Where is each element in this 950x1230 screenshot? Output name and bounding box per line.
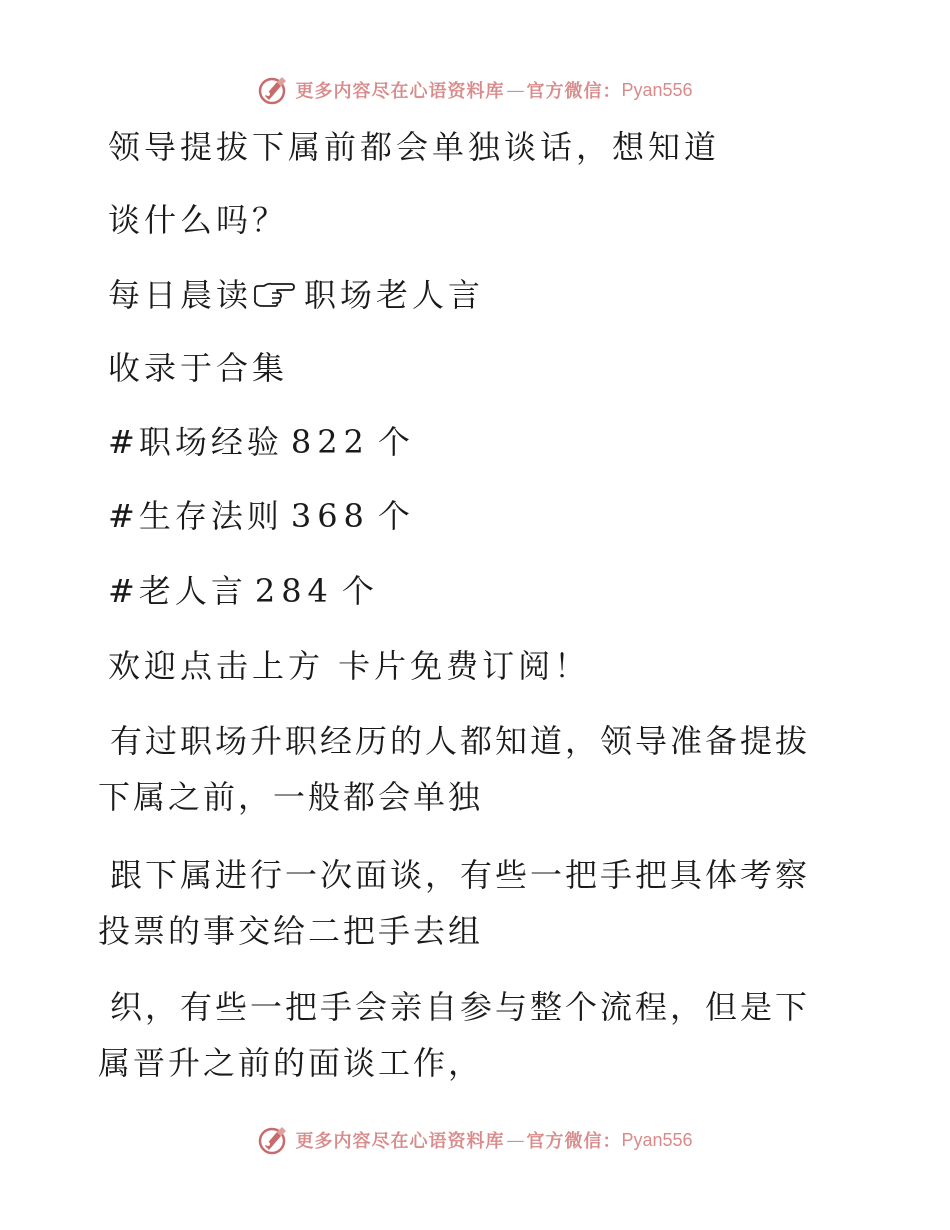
watermark-channel: 官方微信： [526,1131,622,1152]
paragraph: 跟下属进行一次面谈，有些一把手把具体考察投票的事交给二把手去组 [98,856,811,950]
column-line [108,275,484,315]
tag-name: #生存法则 [108,497,283,535]
pointing-hand-icon [252,280,296,308]
watermark-footer [0,1120,950,1160]
watermark-channel: 官方微信： [526,81,622,102]
tag-name: #老人言 [108,572,247,610]
title-line-2: 谈什么吗？ [108,201,289,239]
tag-name: #职场经验 [108,423,283,461]
tag-unit: 个 [377,497,414,535]
tag-row[interactable] [108,496,414,536]
paragraph: 有过职场升职经历的人都知道，领导准备提拔下属之前，一般都会单独 [98,722,811,816]
column-prefix: 每日晨读 [108,276,253,314]
title-line-1: 领导提拔下属前都会单独谈话，想知道 [108,128,721,166]
watermark-id: Pyan556 [621,1129,693,1150]
tag-row[interactable] [108,422,414,462]
tag-count: 368 [290,497,370,535]
subscribe-text: 欢迎点击上方 卡片免费订阅！ [108,647,591,685]
tag-row[interactable] [108,571,378,611]
tag-unit: 个 [377,423,414,461]
watermark-text: 更多内容尽在心语资料库 [295,1131,505,1152]
pen-logo-icon [257,74,289,106]
watermark-separator: — [506,79,525,101]
collection-label: 收录于合集 [108,349,289,387]
column-name: 职场老人言 [304,276,485,314]
paragraph: 织，有些一把手会亲自参与整个流程，但是下属晋升之前的面谈工作， [98,988,811,1082]
tag-unit: 个 [341,572,378,610]
tag-count: 822 [290,423,370,461]
watermark-header [0,70,950,110]
watermark-id: Pyan556 [621,79,693,100]
watermark-separator: — [506,1129,525,1151]
watermark-text: 更多内容尽在心语资料库 [295,81,505,102]
pen-logo-icon [257,1124,289,1156]
tag-count: 284 [254,572,334,610]
